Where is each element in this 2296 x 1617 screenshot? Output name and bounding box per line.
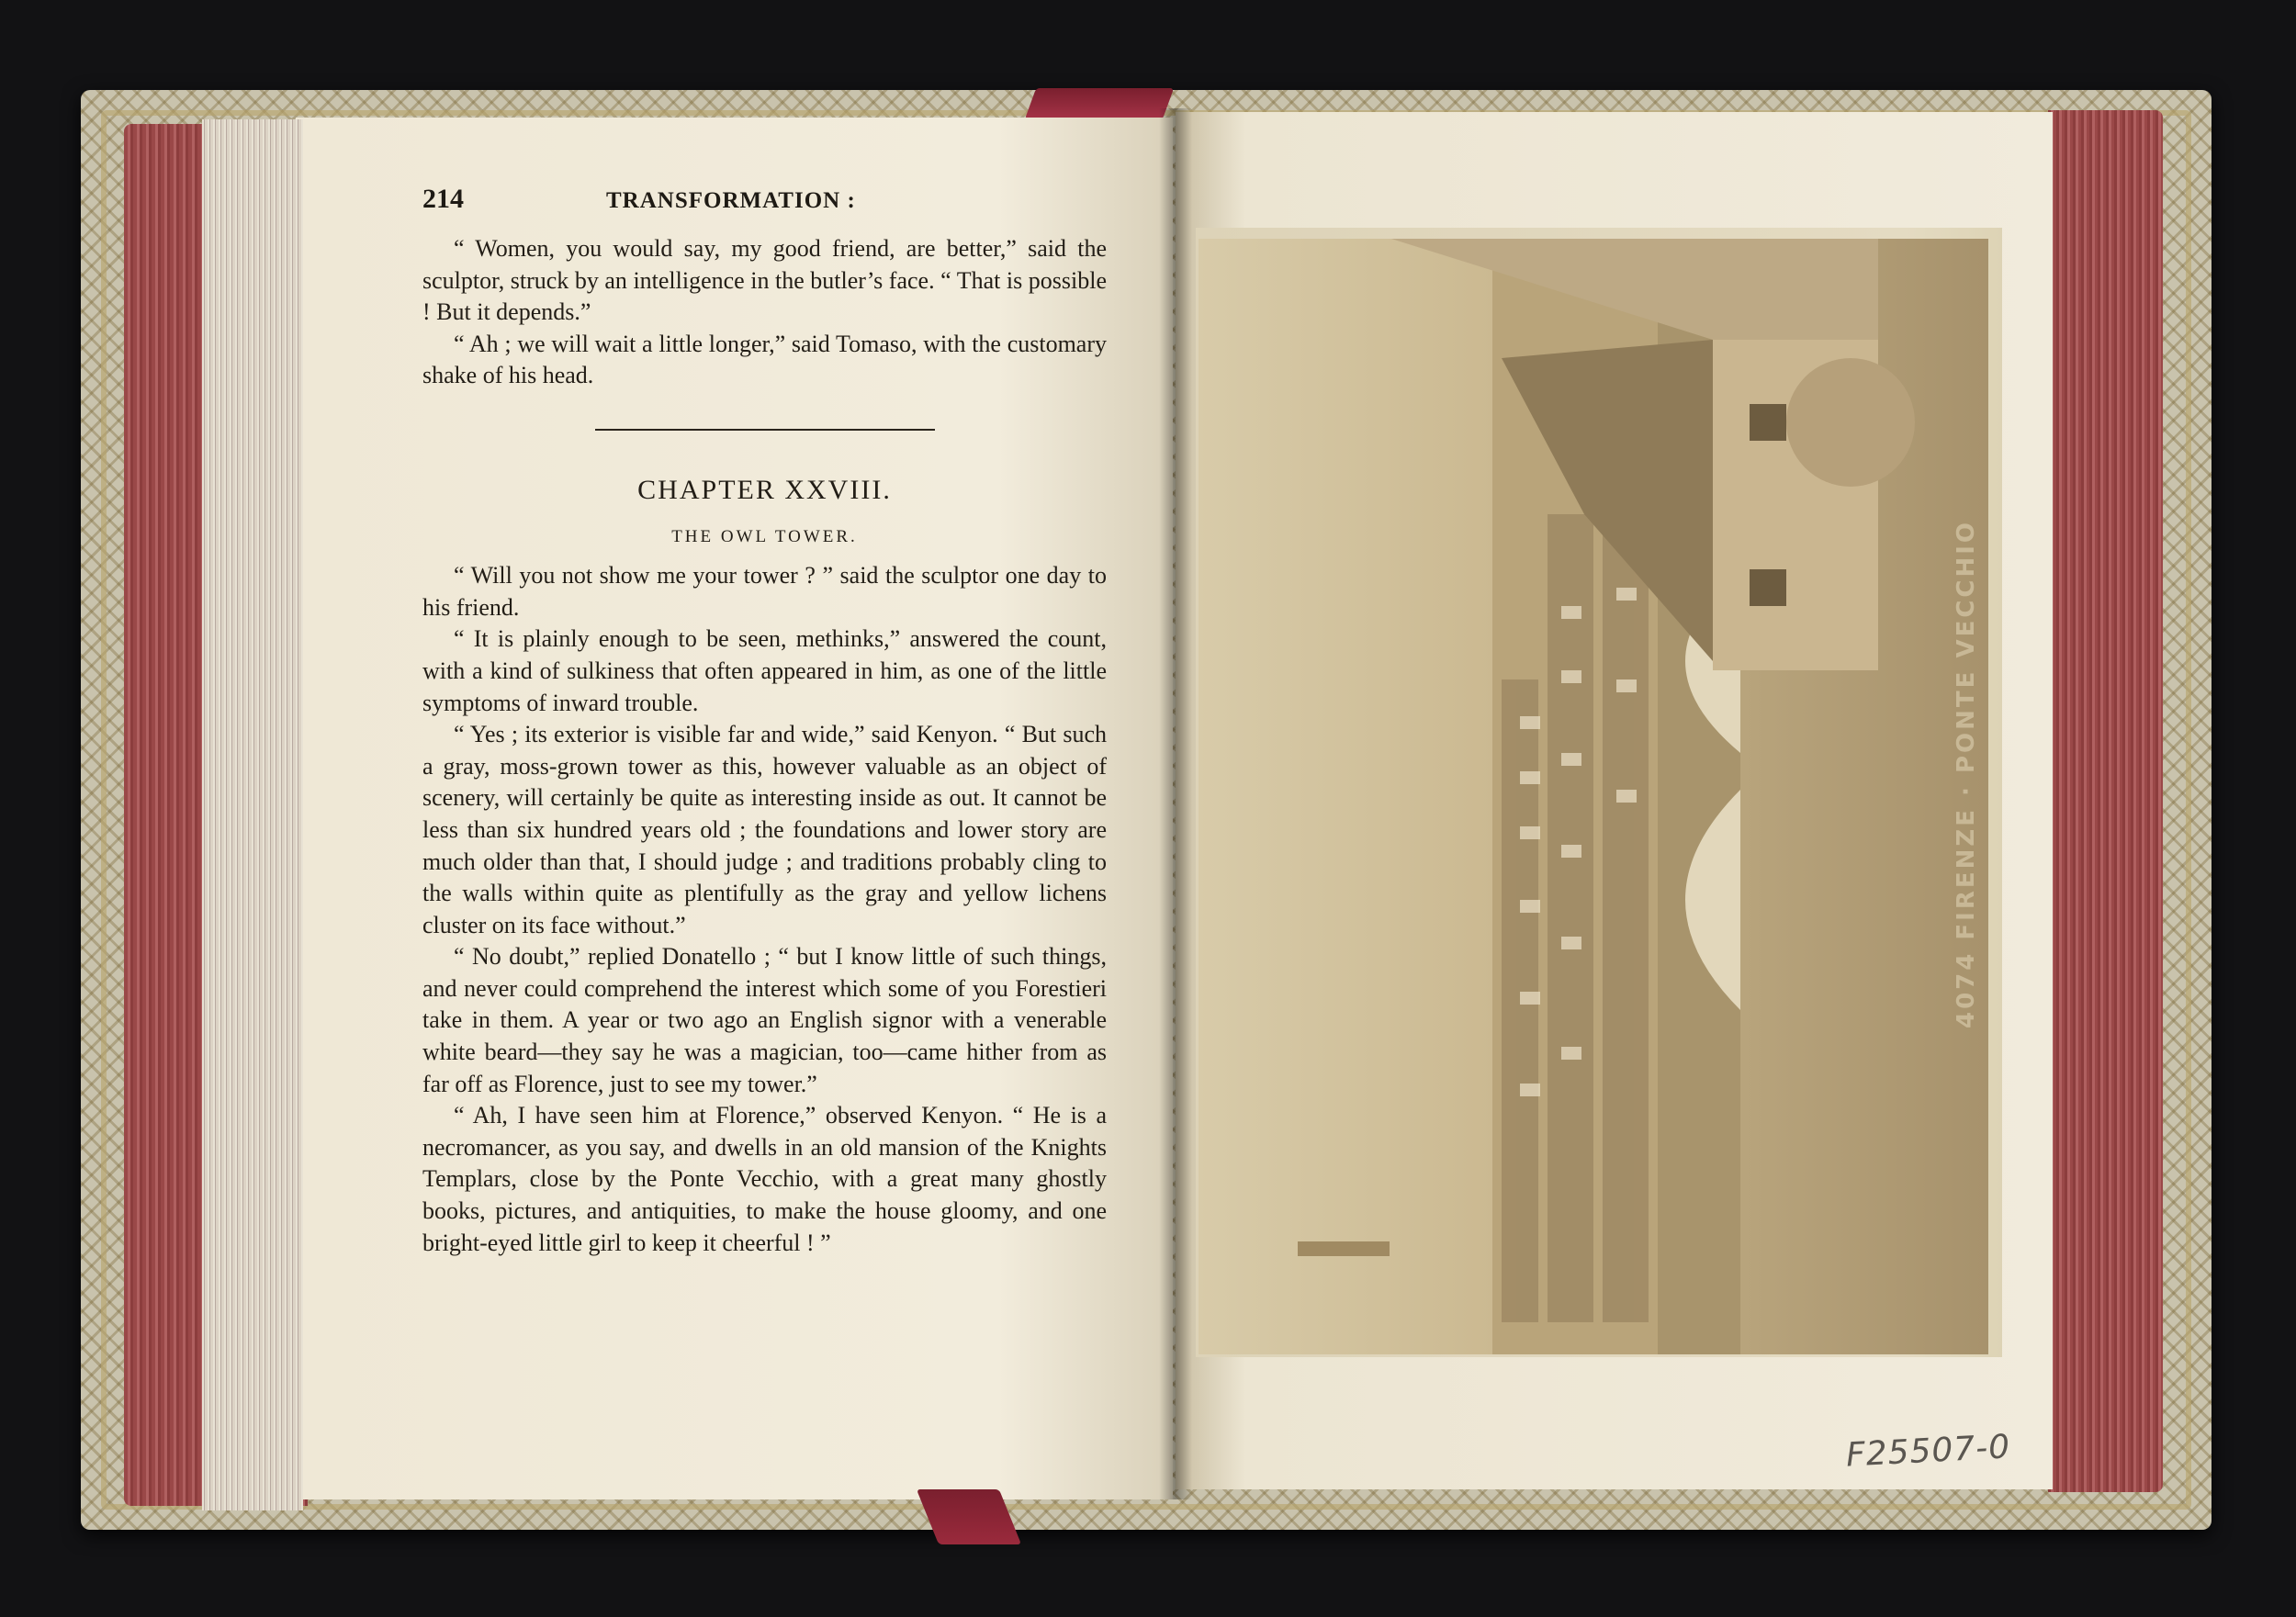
running-title: TRANSFORMATION : [606, 188, 856, 213]
accession-number: F25507-0 [1845, 1428, 2012, 1475]
chapter-title: CHAPTER XXVIII. [637, 474, 892, 505]
left-page-stack [202, 119, 303, 1510]
paragraph: “ Ah, I have seen him at Florence,” observed Kenyon. “ He is a necromancer, as you say, and dwells in an old mansion of the Knights Templars, close by the Ponte Vecchio, with a great many ghostly books, pictures, and antiquities, to make the house gloomy, and one bright-eyed little girl to keep it cheerful ! ” [422, 1102, 1107, 1256]
paragraph: “ Yes ; its exterior is visible far and wide,” said Kenyon. “ But such a gray, moss-grown tower as this, however valuable as an object of scenery, will certainly be quite as interesting inside as out. It cannot be less than six hundred years old ; the foundations and lower story are much older than that, I should judge ; and traditions probably cling to the walls within quite as plentifully as the gray and yellow lichens cluster on its face without.” [422, 721, 1107, 938]
page-text [422, 233, 1107, 1259]
paragraph: “ Ah ; we will wait a little longer,” said Tomaso, with the customary shake of his head. [422, 330, 1107, 389]
right-page-edges [2048, 110, 2163, 1492]
running-head [422, 184, 1107, 220]
section-title: THE OWL TOWER. [671, 526, 858, 546]
paragraph: “ No doubt,” replied Donatello ; “ but I know little of such things, and never could comprehend the interest which some of you Forestieri take in them. A year or two ago an English signor with a venerable white beard—they say he was a magician, too—came hither from as far off as Florence, just to see my tower.” [422, 943, 1107, 1097]
paragraph: “ It is plainly enough to be seen, methinks,” answered the count, with a kind of sulkiness that often appeared in him, as one of the little symptoms of inward trouble. [422, 625, 1107, 716]
page-number: 214 [422, 184, 464, 214]
paragraph: “ Will you not show me your tower ? ” said the sculptor one day to his friend. [422, 562, 1107, 621]
photo-caption: 4074 FIRENZE · PONTE VECCHIO [1953, 519, 1980, 1028]
bookmark-ribbon-top [1025, 88, 1174, 119]
section-divider [595, 429, 935, 431]
mounted-photograph [1199, 239, 1988, 1354]
book-gutter [1159, 108, 1192, 1499]
paragraph: “ Women, you would say, my good friend, are better,” said the sculptor, struck by an intelligence in the butler’s face. “ That is possible ! But it depends.” [422, 235, 1107, 326]
ponte-vecchio-photo-image [1199, 239, 1988, 1354]
